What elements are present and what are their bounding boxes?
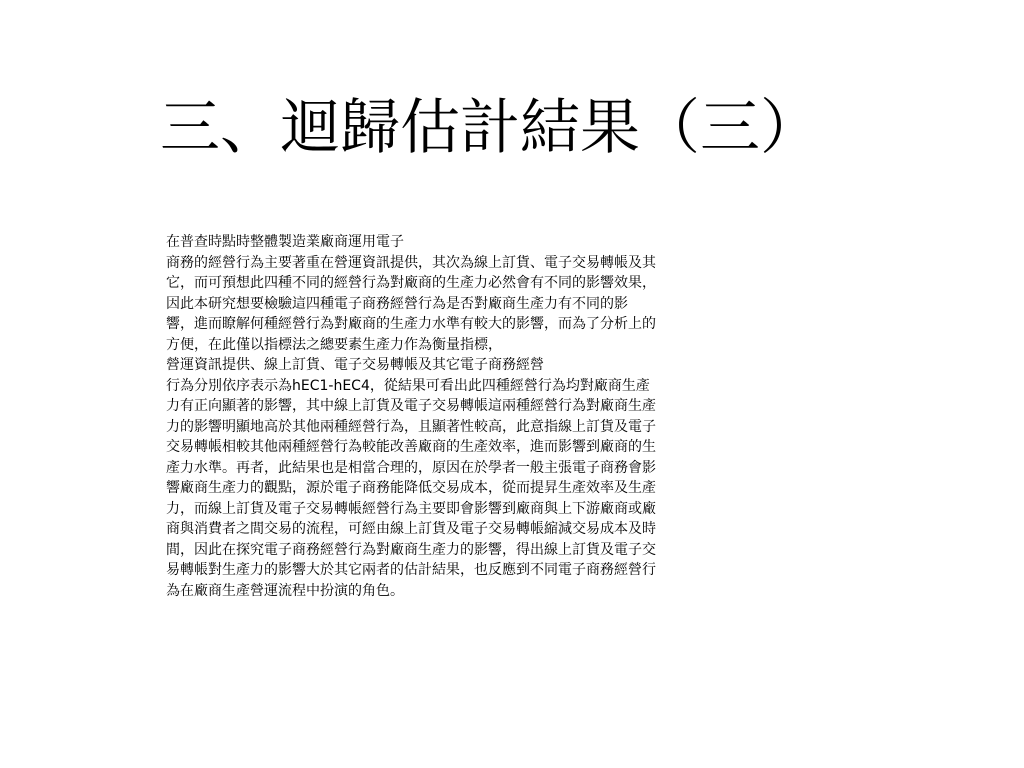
paragraph-line: 方便，在此僅以指標法之總要素生產力作為衡量指標，: [166, 336, 502, 353]
paragraph-line: 在普查時點時整體製造業廠商運用電子: [166, 234, 404, 250]
paragraph-line: 因此本研究想要檢驗這四種電子商務經營行為是否對廠商生產力有不同的影: [166, 295, 628, 312]
paragraph-line: 商與消費者之間交易的流程，可經由線上訂貨及電子交易轉帳縮減交易成本及時: [166, 521, 656, 537]
paragraph-line: 營運資訊提供、線上訂貨、電子交易轉帳及其它電子商務經營: [166, 357, 544, 373]
paragraph-line: 力，而線上訂貨及電子交易轉帳經營行為主要即會影響到廠商與上下游廠商或廠: [166, 500, 656, 517]
paragraph-line: 它，而可預想此四種不同的經營行為對廠商的生產力必然會有不同的影響效果，: [166, 275, 656, 291]
paragraph-line: 商務的經營行為主要著重在營運資訊提供，其次為線上訂貨、電子交易轉帳及其: [166, 254, 656, 271]
paragraph-line: 易轉帳對生產力的影響大於其它兩者的估計結果，也反應到不同電子商務經營行: [166, 562, 656, 578]
paragraph-line: 響廠商生產力的觀點，源於電子商務能降低交易成本，從而提昇生產效率及生產: [166, 480, 656, 496]
paragraph-line: 產力水準。再者，此結果也是相當合理的，原因在於學者一般主張電子商務會影: [166, 459, 656, 476]
body-paragraph: [166, 232, 766, 601]
paragraph-line: 響，進而瞭解何種經營行為對廠商的生產力水準有較大的影響，而為了分析上的: [166, 316, 656, 332]
paragraph-line: 交易轉帳相較其他兩種經營行為較能改善廠商的生產效率，進而影響到廠商的生: [166, 439, 656, 455]
slide-title: 三、迴歸估計結果（三）: [160, 93, 820, 163]
paragraph-line: 力有正向顯著的影響，其中線上訂貨及電子交易轉帳這兩種經營行為對廠商生產: [166, 398, 656, 414]
paragraph-line: 行為分別依序表示為hEC1-hEC4，從結果可看出此四種經營行為均對廠商生產: [166, 377, 650, 394]
paragraph-line: 力的影響明顯地高於其他兩種經營行為，且顯著性較高，此意指線上訂貨及電子: [166, 418, 656, 435]
paragraph-line: 間，因此在探究電子商務經營行為對廠商生產力的影響，得出線上訂貨及電子交: [166, 541, 656, 558]
paragraph-line: 為在廠商生產營運流程中扮演的角色。: [166, 582, 404, 599]
